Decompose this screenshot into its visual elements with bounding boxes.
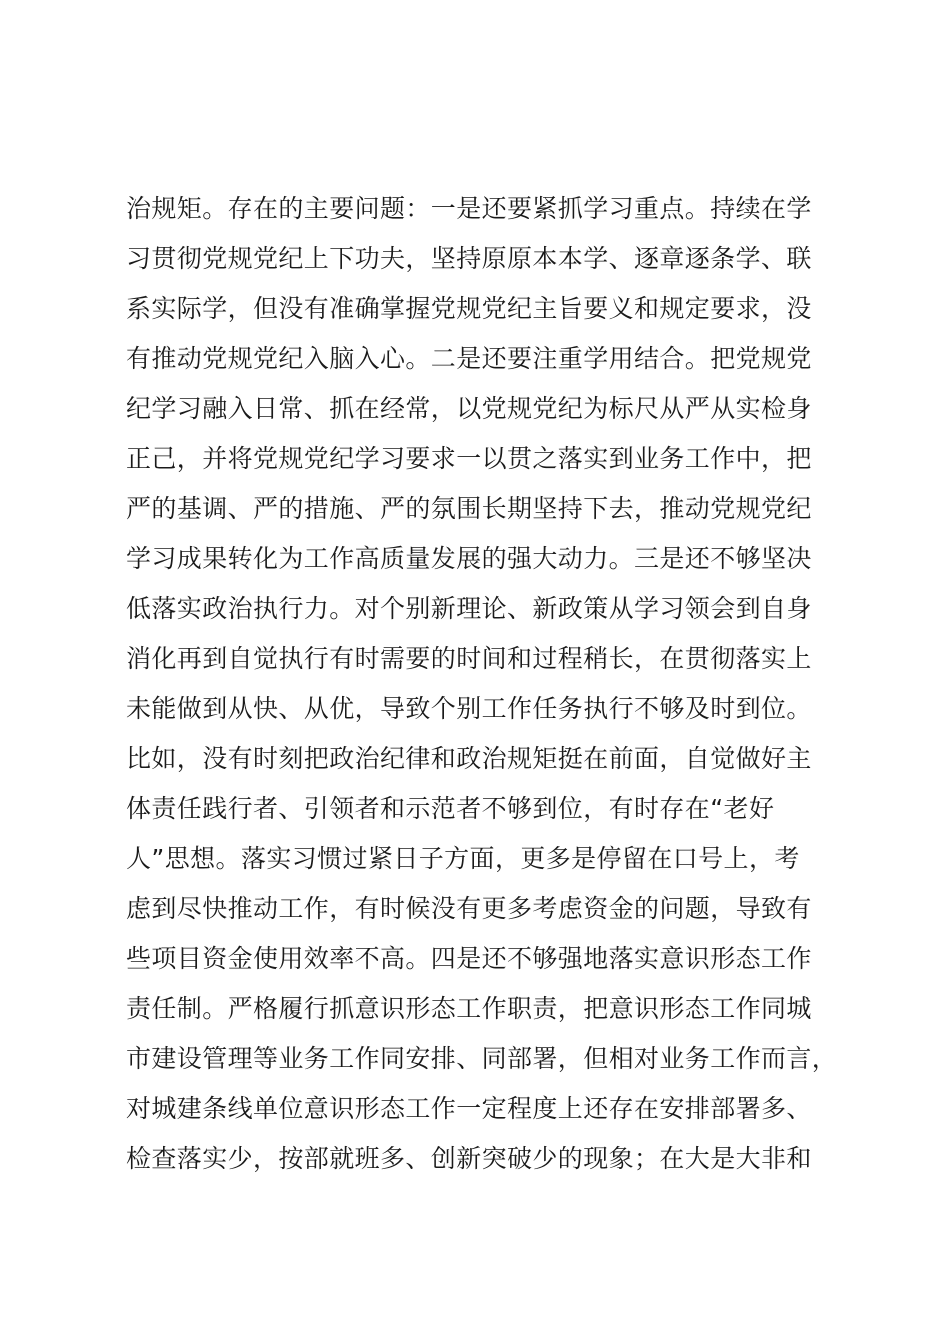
text-line: 低落实政治执行力。对个别新理论、新政策从学习领会到自身 [126,594,812,623]
body-text [126,184,846,1184]
text-line: 习贯彻党规党纪上下功夫，坚持原原本本学、逐章逐条学、联 [126,244,812,273]
text-line: 学习成果转化为工作高质量发展的强大动力。三是还不够坚决 [126,544,812,573]
text-line: 些项目资金使用效率不高。四是还不够强地落实意识形态工作 [126,944,812,973]
text-line: 检查落实少，按部就班多、创新突破少的现象；在大是大非和 [126,1144,812,1173]
text-line: 严的基调、严的措施、严的氛围长期坚持下去，推动党规党纪 [126,494,812,523]
text-line: 系实际学，但没有准确掌握党规党纪主旨要义和规定要求，没 [126,294,812,323]
text-line: 治规矩。存在的主要问题：一是还要紧抓学习重点。持续在学 [126,194,812,223]
text-line: 对城建条线单位意识形态工作一定程度上还存在安排部署多、 [126,1094,812,1123]
text-line: 责任制。严格履行抓意识形态工作职责，把意识形态工作同城 [126,994,812,1023]
text-line: 消化再到自觉执行有时需要的时间和过程稍长，在贯彻落实上 [126,644,812,673]
text-line: 有推动党规党纪入脑入心。二是还要注重学用结合。把党规党 [126,344,812,373]
text-line: 正己，并将党规党纪学习要求一以贯之落实到业务工作中，把 [126,444,812,473]
text-line: 体责任践行者、引领者和示范者不够到位，有时存在“老好 [126,794,775,823]
text-line: 虑到尽快推动工作，有时候没有更多考虑资金的问题，导致有 [126,894,812,923]
text-line: 人”思想。落实习惯过紧日子方面，更多是停留在口号上，考 [126,844,800,873]
text-line: 市建设管理等业务工作同安排、同部署，但相对业务工作而言， [126,1044,838,1073]
text-line: 比如，没有时刻把政治纪律和政治规矩挺在前面，自觉做好主 [126,744,812,773]
text-line: 未能做到从快、从优，导致个别工作任务执行不够及时到位。 [126,694,812,723]
text-line: 纪学习融入日常、抓在经常，以党规党纪为标尺从严从实检身 [126,394,812,423]
